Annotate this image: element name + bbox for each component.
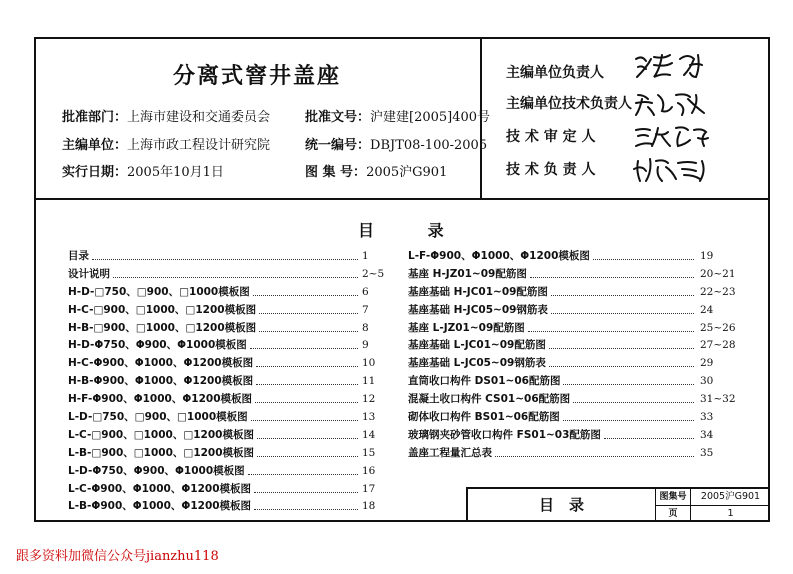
toc-entry-page: 8 — [362, 321, 369, 334]
toc-entry — [68, 284, 386, 302]
toc-entry-title: H-D-Φ750、Φ900、Φ1000模板图 — [68, 339, 247, 352]
toc-entry-title: 设计说明 — [68, 267, 110, 280]
toc-entry — [68, 355, 386, 373]
toc-entry-page: 9 — [362, 339, 369, 352]
toc-entry — [68, 409, 386, 427]
toc-entry — [408, 355, 748, 373]
toc-entry — [68, 498, 386, 516]
toc-leader-dots — [257, 438, 358, 439]
toc-entry-page: 12 — [362, 393, 376, 406]
toc-entry-page: 33 — [700, 411, 714, 424]
toc-entry-title: 直筒收口构件 DS01~06配筋图 — [408, 375, 561, 388]
toc-leader-dots — [92, 259, 358, 260]
toc-leader-dots — [549, 348, 694, 349]
toc-entry — [68, 427, 386, 445]
toc-entry-title: 砌体收口构件 BS01~06配筋图 — [408, 411, 560, 424]
toc-right-column — [408, 248, 748, 463]
toc-entry-page: 16 — [362, 464, 376, 477]
toc-left-column — [68, 248, 386, 516]
unified-no: 统一编号：DBJT08-100-2005 — [305, 138, 488, 153]
atlas-no: 图 集 号：2005沪G901 — [305, 165, 448, 180]
toc-entry-title: 基座基础 H-JC01~09配筋图 — [408, 285, 548, 298]
toc-entry-title: H-F-Φ900、Φ1000、Φ1200模板图 — [68, 393, 252, 406]
toc-leader-dots — [254, 492, 358, 493]
toc-leader-dots — [257, 456, 358, 457]
toc-entry-title: 基座基础 H-JC05~09钢筋表 — [408, 303, 548, 316]
toc-entry-title: L-C-Φ900、Φ1000、Φ1200模板图 — [68, 482, 251, 495]
responsible-panel — [480, 37, 770, 199]
toc-entry — [408, 445, 748, 463]
toc-entry-title: H-C-Φ900、Φ1000、Φ1200模板图 — [68, 357, 254, 370]
document-title: 分离式窨井盖座 — [172, 64, 341, 89]
toc-entry — [408, 266, 748, 284]
toc-entry-title: 基座 L-JZ01~09配筋图 — [408, 321, 525, 334]
toc-entry-page: 17 — [362, 482, 376, 495]
resp-label-tech-lead: 技 术 负 责 人 — [506, 162, 596, 178]
toc-leader-dots — [549, 366, 694, 367]
toc-entry-page: 18 — [362, 500, 376, 513]
toc-leader-dots — [256, 384, 358, 385]
toc-entry-page: 2~5 — [362, 267, 385, 280]
approval-dept: 批准部门：上海市建设和交通委员会 — [62, 110, 271, 125]
toc-entry — [408, 302, 748, 320]
toc-entry — [68, 248, 386, 266]
toc-leader-dots — [563, 384, 694, 385]
toc-leader-dots — [254, 509, 358, 510]
toc-entry-title: 基座基础 L-JC01~09配筋图 — [408, 339, 546, 352]
toc-entry — [68, 481, 386, 499]
toc-leader-dots — [259, 331, 358, 332]
header-divider — [34, 198, 770, 200]
footer-note: 跟多资料加微信公众号jianzhu118 — [16, 549, 219, 564]
toc-leader-dots — [253, 295, 358, 296]
resp-label-tech-chief: 主编单位技术负责人 — [506, 96, 632, 112]
toc-entry — [408, 248, 748, 266]
toc-entry-title: H-B-□900、□1000、□1200模板图 — [68, 321, 257, 334]
toc-entry-title: H-B-Φ900、Φ1000、Φ1200模板图 — [68, 375, 254, 388]
resp-label-reviewer: 技 术 审 定 人 — [506, 129, 596, 145]
toc-entry — [68, 463, 386, 481]
toc-entry-title: L-B-□900、□1000、□1200模板图 — [68, 446, 255, 459]
toc-leader-dots — [250, 348, 358, 349]
toc-heading: 目 录 — [358, 221, 468, 240]
toc-leader-dots — [255, 402, 358, 403]
toc-entry — [408, 409, 748, 427]
signature-3 — [632, 122, 742, 152]
toc-entry-title: L-F-Φ900、Φ1000、Φ1200模板图 — [408, 250, 590, 262]
toc-entry-page: 13 — [362, 411, 376, 424]
title-block-atlas-label: 图集号 — [656, 489, 691, 506]
toc-leader-dots — [563, 420, 694, 421]
toc-leader-dots — [259, 313, 358, 314]
toc-entry-page: 10 — [362, 357, 376, 370]
toc-entry-page: 31~32 — [700, 393, 736, 406]
toc-leader-dots — [604, 438, 694, 439]
toc-entry-page: 35 — [700, 446, 714, 459]
toc-entry-page: 30 — [700, 375, 714, 388]
toc-leader-dots — [573, 402, 694, 403]
toc-entry-page: 14 — [362, 428, 376, 441]
toc-entry — [408, 391, 748, 409]
title-block-name: 目 录 — [468, 489, 656, 522]
title-block-page-no: 1 — [727, 508, 734, 519]
title-block — [466, 487, 770, 522]
toc-entry-title: L-C-□900、□1000、□1200模板图 — [68, 428, 254, 441]
toc-entry-title: 玻璃钢夹砂管收口构件 FS01~03配筋图 — [408, 428, 601, 441]
toc-entry-title: H-D-□750、□900、□1000模板图 — [68, 285, 250, 298]
toc-entry — [68, 302, 386, 320]
editor-unit: 主编单位：上海市政工程设计研究院 — [62, 138, 271, 153]
toc-entry-page: 7 — [362, 303, 369, 316]
toc-leader-dots — [256, 366, 358, 367]
toc-entry — [68, 320, 386, 338]
toc-entry-page: 24 — [700, 303, 714, 316]
effective-date: 实行日期：2005年10月1日 — [62, 165, 224, 180]
toc-entry — [68, 266, 386, 284]
toc-entry-page: 11 — [362, 375, 376, 388]
signature-2 — [632, 89, 742, 119]
toc-entry-title: H-C-□900、□1000、□1200模板图 — [68, 303, 257, 316]
title-block-page-label: 页 — [656, 506, 691, 522]
toc-leader-dots — [551, 313, 694, 314]
toc-entry — [408, 427, 748, 445]
toc-leader-dots — [593, 259, 694, 260]
toc-entry-title: L-B-Φ900、Φ1000、Φ1200模板图 — [68, 500, 252, 513]
toc-entry-title: 基座 H-JZ01~09配筋图 — [408, 267, 527, 280]
toc-leader-dots — [551, 295, 694, 296]
resp-label-chief: 主编单位负责人 — [506, 65, 604, 81]
toc-entry-title: 盖座工程量汇总表 — [408, 446, 492, 459]
toc-entry-title: 混凝土收口构件 CS01~06配筋图 — [408, 393, 571, 406]
title-block-atlas-no: 2005沪G901 — [691, 489, 770, 506]
toc-entry-page: 15 — [362, 446, 376, 459]
toc-entry — [408, 320, 748, 338]
toc-entry-page: 34 — [700, 428, 714, 441]
toc-entry-title: L-D-□750、□900、□1000模板图 — [68, 411, 248, 424]
toc-entry-title: 目录 — [68, 250, 89, 262]
toc-entry — [408, 284, 748, 302]
toc-entry-page: 1 — [362, 250, 369, 262]
toc-entry — [408, 373, 748, 391]
toc-entry — [68, 373, 386, 391]
toc-entry-title: L-D-Φ750、Φ900、Φ1000模板图 — [68, 464, 245, 477]
toc-entry — [68, 337, 386, 355]
toc-entry-title: 基座基础 L-JC05~09钢筋表 — [408, 357, 546, 370]
toc-entry-page: 6 — [362, 285, 369, 298]
toc-entry — [408, 337, 748, 355]
header-info-panel — [34, 37, 491, 199]
toc-entry-page: 22~23 — [700, 285, 736, 298]
signature-4 — [632, 155, 742, 185]
toc-leader-dots — [251, 420, 358, 421]
toc-entry-page: 29 — [700, 357, 714, 370]
signature-1 — [632, 51, 742, 81]
toc-leader-dots — [248, 474, 358, 475]
toc-entry-page: 19 — [700, 250, 714, 262]
toc-leader-dots — [495, 456, 694, 457]
toc-entry-page: 25~26 — [700, 321, 736, 334]
toc-leader-dots — [113, 277, 358, 278]
toc-leader-dots — [530, 277, 694, 278]
approval-no: 批准文号：沪建建[2005]400号 — [305, 110, 491, 125]
toc-leader-dots — [528, 331, 694, 332]
toc-entry-page: 27~28 — [700, 339, 736, 352]
toc-entry-page: 20~21 — [700, 267, 736, 280]
toc-entry — [68, 391, 386, 409]
toc-entry — [68, 445, 386, 463]
